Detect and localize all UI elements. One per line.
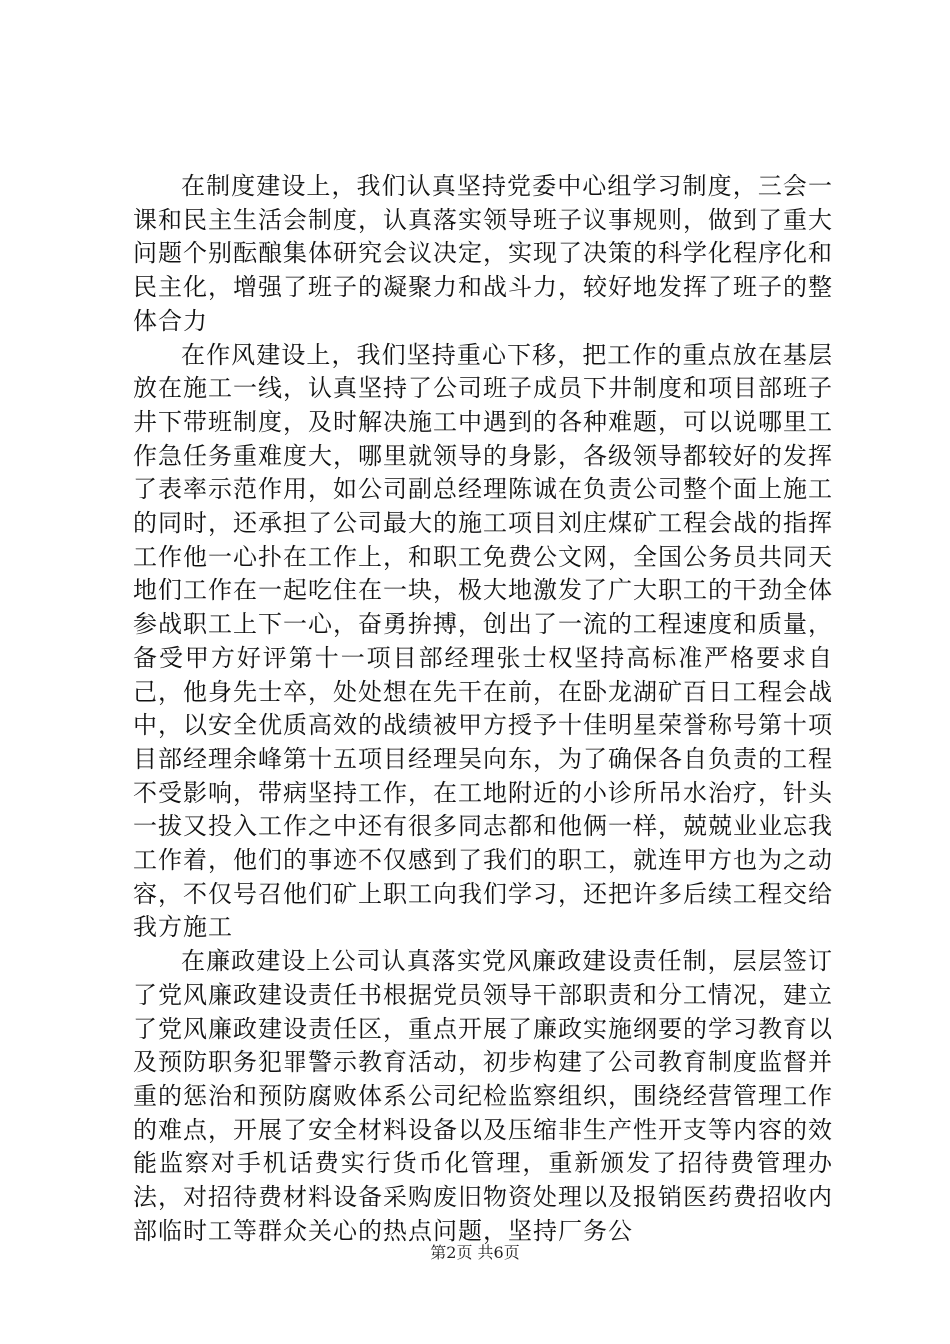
paragraph-integrity: 在廉政建设上公司认真落实党风廉政建设责任制，层层签订了党风廉政建设责任书根据党员领导干部职责和分工情况，建立了党风廉政建设责任区，重点开展了廉政实施纲要的学习教育以及预防职务犯罪警示教育活动，初步构建了公司教育制度监督并重的惩治和预防腐败体系公司纪检监察组织，围绕经营管理工作的难点，开展了安全材料设备以及压缩非生产性开支等内容的效能监察对手机话费实行货币化管理，重新颁发了招待费管理办法，对招待费材料设备采购废旧物资处理以及报销医药费招收内部临时工等群众关心的热点问题，坚持厂务公 bbox=[133, 947, 833, 1245]
paragraph-work-style: 在作风建设上，我们坚持重心下移，把工作的重点放在基层放在施工一线，认真坚持了公司班子成员下井制度和项目部班子井下带班制度，及时解决施工中遇到的各种难题，可以说哪里工作急任务重难度大，哪里就领导的身影，各级领导都较好的发挥了表率示范作用，如公司副总经理陈诚在负责公司整个面上施工的同时，还承担了公司最大的施工项目刘庄煤矿工程会战的指挥工作他一心扑在工作上，和职工免费公文网，全国公务员共同天地们工作在一起吃住在一块，极大地激发了广大职工的干劲全体参战职工上下一心，奋勇拚搏，创出了一流的工程速度和质量，备受甲方好评第十一项目部经理张士权坚持高标准严格要求自己，他身先士卒，处处想在先干在前，在卧龙湖矿百日工程会战中，以安全优质高效的战绩被甲方授予十佳明星荣誉称号第十项目部经理余峰第十五项目经理吴向东，为了确保各自负责的工程不受影响，带病坚持工作，在工地附近的小诊所吊水治疗，针头一拔又投入工作之中还有很多同志都和他俩一样，兢兢业业忘我工作着，他们的事迹不仅感到了我们的职工，就连甲方也为之动容，不仅号召他们矿上职工向我们学习，还把许多后续工程交给我方施工 bbox=[133, 340, 833, 942]
page-number-footer: 第2页 共6页 bbox=[430, 1243, 520, 1262]
paragraph-system-building: 在制度建设上，我们认真坚持党委中心组学习制度，三会一课和民主生活会制度，认真落实领导班子议事规则，做到了重大问题个别酝酿集体研究会议决定，实现了决策的科学化程序化和民主化，增强了班子的凝聚力和战斗力，较好地发挥了班子的整体合力 bbox=[133, 172, 833, 335]
document-body bbox=[133, 170, 833, 1249]
